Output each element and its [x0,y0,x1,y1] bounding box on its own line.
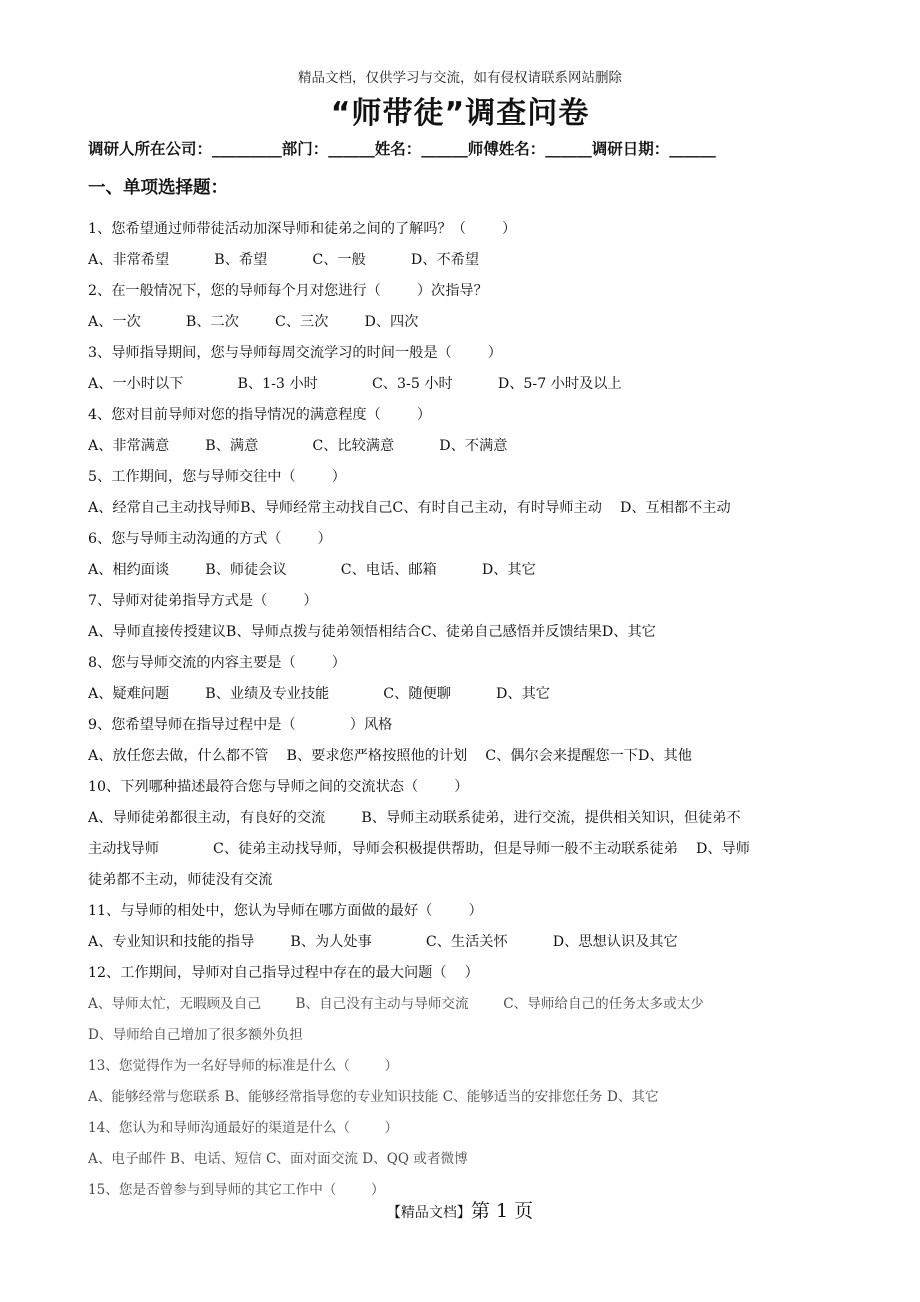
question-line: 15、您是否曾参与到导师的其它工作中（ ） [88,1182,385,1198]
option-line: A、放任您去做，什么都不管 B、要求您严格按照他的计划 C、偶尔会来提醒您一下D、其他 [88,748,692,764]
option-line: 主动找导师 C、徒弟主动找导师，导师会积极提供帮助，但是导师一般不主动联系徒弟 D、导师 [88,841,750,857]
section-title: 一、单项选择题： [88,178,228,198]
option-line: A、非常满意 B、满意 C、比较满意 D、不满意 [88,438,508,454]
option-line: A、专业知识和技能的指导 B、为人处事 C、生活关怀 D、思想认识及其它 [88,934,678,950]
option-line: A、电子邮件 B、电话、短信 C、面对面交流 D、QQ 或者微博 [88,1151,468,1167]
page-number: 第 1 页 [470,1200,534,1222]
option-line: A、经常自己主动找导师B、导师经常主动找自己C、有时自己主动，有时导师主动 D、互相都不主动 [88,500,731,516]
page-footer [0,1196,920,1223]
question-line: 11、与导师的相处中，您认为导师在哪方面做的最好（ ） [88,903,483,919]
question-line: 3、导师指导期间，您与导师每周交流学习的时间一般是（ ） [88,345,502,361]
question-line: 8、您与导师交流的内容主要是（ ） [88,655,346,671]
question-line: 7、导师对徒弟指导方式是（ ） [88,593,318,609]
option-line: A、一次 B、二次 C、三次 D、四次 [88,314,419,330]
option-line: A、一小时以下 B、1-3 小时 C、3-5 小时 D、5-7 小时及以上 [88,376,622,392]
question-line: 12、工作期间，导师对自己指导过程中存在的最大问题（ ） [88,965,479,981]
footer-label: 【精品文档】 [386,1205,471,1221]
option-line: A、导师太忙，无暇顾及自己 B、自己没有主动与导师交流 C、导师给自己的任务太多或太少 [88,996,704,1012]
respondent-info-line: 调研人所在公司：_________部门：______姓名：______师傅姓名：______调研日期：______ [88,140,716,158]
page-title: “师带徒”调查问卷 [330,96,590,131]
watermark-notice: 精品文档，仅供学习与交流，如有侵权请联系网站删除 [298,70,622,86]
question-line: 5、工作期间，您与导师交往中（ ） [88,469,346,485]
option-line: A、相约面谈 B、师徒会议 C、电话、邮箱 D、其它 [88,562,536,578]
question-line: 10、下列哪种描述最符合您与导师之间的交流状态（ ） [88,779,469,795]
option-line: A、能够经常与您联系 B、能够经常指导您的专业知识技能 C、能够适当的安排您任务 D、其它 [88,1089,659,1105]
question-line: 9、您希望导师在指导过程中是（ ）风格 [88,717,393,733]
option-line: 徒弟都不主动，师徒没有交流 [88,872,273,888]
question-line: 4、您对目前导师对您的指导情况的满意程度（ ） [88,407,432,423]
question-line: 13、您觉得作为一名好导师的标准是什么（ ） [88,1058,399,1074]
question-list [88,214,836,1206]
question-line: 6、您与导师主动沟通的方式（ ） [88,531,332,547]
option-line: A、导师直接传授建议B、导师点拨与徒弟领悟相结合C、徒弟自己感悟并反馈结果D、其它 [88,624,656,640]
question-line: 1、您希望通过师带徒活动加深导师和徒弟之间的了解吗？（ ） [88,221,517,237]
question-line: 14、您认为和导师沟通最好的渠道是什么（ ） [88,1120,399,1136]
option-line: A、非常希望 B、希望 C、一般 D、不希望 [88,252,480,268]
option-line: A、导师徒弟都很主动，有良好的交流 B、导师主动联系徒弟，进行交流，提供相关知识，但徒弟不 [88,810,741,826]
option-line: A、疑难问题 B、业绩及专业技能 C、随便聊 D、其它 [88,686,550,702]
question-line: 2、在一般情况下，您的导师每个月对您进行（ ）次指导？ [88,283,488,299]
option-line: D、导师给自己增加了很多额外负担 [88,1027,303,1043]
